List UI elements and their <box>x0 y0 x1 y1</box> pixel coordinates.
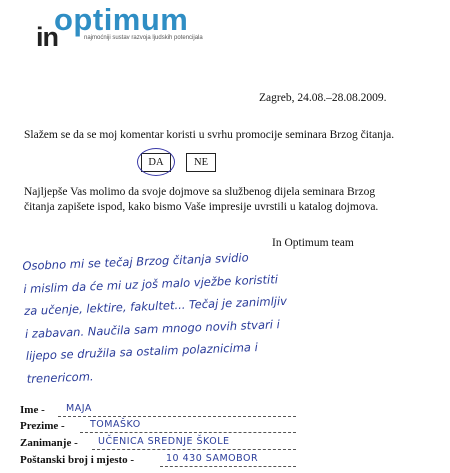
surname-value: TOMAŠKO <box>90 419 141 430</box>
postal-field[interactable] <box>160 454 296 467</box>
surname-label: Prezime - <box>20 420 65 432</box>
option-ne-box[interactable]: NE <box>186 153 216 172</box>
name-field[interactable] <box>58 404 296 417</box>
request-line-2: čitanja zapišete ispod, kako bismo Vaše impresije uvrstili u katalog dojmova. <box>24 201 379 213</box>
request-text <box>24 185 378 215</box>
name-row <box>20 404 45 418</box>
logo <box>36 2 296 52</box>
comment-line: za učenje, lektire, fakultet... Tečaj je zanimljiv <box>23 293 288 318</box>
occupation-label: Zanimanje - <box>20 437 78 449</box>
postal-label: Poštanski broj i mjesto - <box>20 454 135 466</box>
comment-line: lijepo se družila sa ostalim polaznicima i <box>25 340 259 363</box>
comment-line: trenericom. <box>26 368 94 386</box>
postal-row <box>20 454 134 468</box>
occupation-row <box>20 437 78 451</box>
occupation-value: UČENICA SREDNJE ŠKOLE <box>98 436 230 447</box>
request-line-1: Najljepše Vas molimo da svoje dojmove sa službenog dijela seminara Brzog <box>24 186 376 198</box>
comment-line: i mislim da će mi uz još malo vježbe koristiti <box>23 271 279 296</box>
postal-value: 10 430 SAMOBOR <box>166 453 259 464</box>
name-value: MAJA <box>66 403 92 414</box>
occupation-field[interactable] <box>92 437 296 450</box>
surname-field[interactable] <box>80 420 296 433</box>
logo-tagline: najmoćniji sustav razvoja ljudskih potencijala <box>84 35 203 41</box>
comment-line: i zabavan. Naučila sam mnogo novih stvari i <box>24 316 281 341</box>
place-date: Zagreb, 24.08.–28.08.2009. <box>259 92 387 104</box>
logo-name: optimum <box>54 2 189 37</box>
selection-circle <box>137 148 175 176</box>
logo-prefix: in <box>36 22 58 52</box>
team-signature: In Optimum team <box>272 237 354 249</box>
handwritten-comment <box>22 240 427 390</box>
consent-text: Slažem se da se moj komentar koristi u svrhu promocije seminara Brzog čitanja. <box>24 129 395 141</box>
surname-row <box>20 420 65 434</box>
option-da-box[interactable]: DA <box>141 153 171 172</box>
comment-line: Osobno mi se tečaj Brzog čitanja svidio <box>22 250 249 273</box>
name-label: Ime - <box>20 404 45 416</box>
